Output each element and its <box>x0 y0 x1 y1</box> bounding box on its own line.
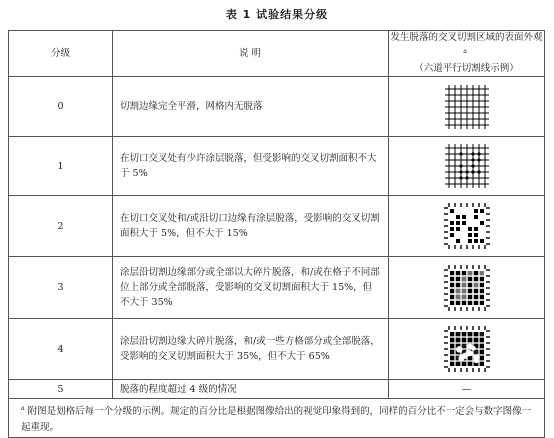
grade-cell: 0 <box>9 77 113 137</box>
no-image-dash: — <box>461 383 472 395</box>
header-footnote-marker: a <box>463 48 467 55</box>
header-description: 说 明 <box>113 31 389 77</box>
grade-cell: 2 <box>9 196 113 257</box>
table-row <box>9 380 545 399</box>
grid-2-icon <box>444 203 490 249</box>
grade-cell: 1 <box>9 137 113 196</box>
grade-cell: 3 <box>9 257 113 319</box>
footnote-row <box>9 399 545 438</box>
description-cell: 涂层沿切割边缘大碎片脱落，和/或一些方格部分或全部脱落，受影响的交叉切割面积大于 35%，但不大于 65% <box>113 319 389 380</box>
table-row <box>9 77 545 137</box>
grid-4-icon <box>444 326 490 372</box>
table-row <box>9 196 545 257</box>
footnote-text: 附图是划格后每一个分级的示例。规定的百分比是根据图像给出的视觉印象得到的，同样的百分比不一定会与数字图像一起重现。 <box>21 405 532 433</box>
table-title: 表 1 试验结果分级 <box>225 8 329 21</box>
header-grade: 分级 <box>9 31 113 77</box>
table-row <box>9 319 545 380</box>
grid-1-icon <box>444 143 490 189</box>
header-image <box>389 31 545 77</box>
description-cell: 在切口交叉处和/或沿切口边缘有涂层脱落，受影响的交叉切割面积大于 5%，但不大于 15% <box>113 196 389 257</box>
grade-cell: 4 <box>9 319 113 380</box>
grid-3-icon <box>444 265 490 311</box>
description-cell: 切割边缘完全平滑，网格内无脱落 <box>113 77 389 137</box>
description-cell: 涂层沿切割边缘部分或全部以大碎片脱落，和/或在格子不同部位上部分或全部脱落，受影响的交叉切割面积大于 15%，但不大于 35% <box>113 257 389 319</box>
description-cell: 脱落的程度超过 4 级的情况 <box>113 380 389 399</box>
grading-table <box>8 30 545 438</box>
header-image-line1: 发生脱落的交叉切割区域的表面外观 <box>390 32 543 43</box>
grade-cell: 5 <box>9 380 113 399</box>
description-cell: 在切口交叉处有少许涂层脱落，但受影响的交叉切割面积不大于 5% <box>113 137 389 196</box>
grid-0-icon <box>444 84 490 130</box>
header-image-line2: （六道平行切割线示例） <box>414 63 519 75</box>
footnote-marker: a <box>21 404 25 412</box>
table-row <box>9 257 545 319</box>
table-row <box>9 137 545 196</box>
footnote <box>9 399 545 438</box>
header-row <box>9 31 545 77</box>
